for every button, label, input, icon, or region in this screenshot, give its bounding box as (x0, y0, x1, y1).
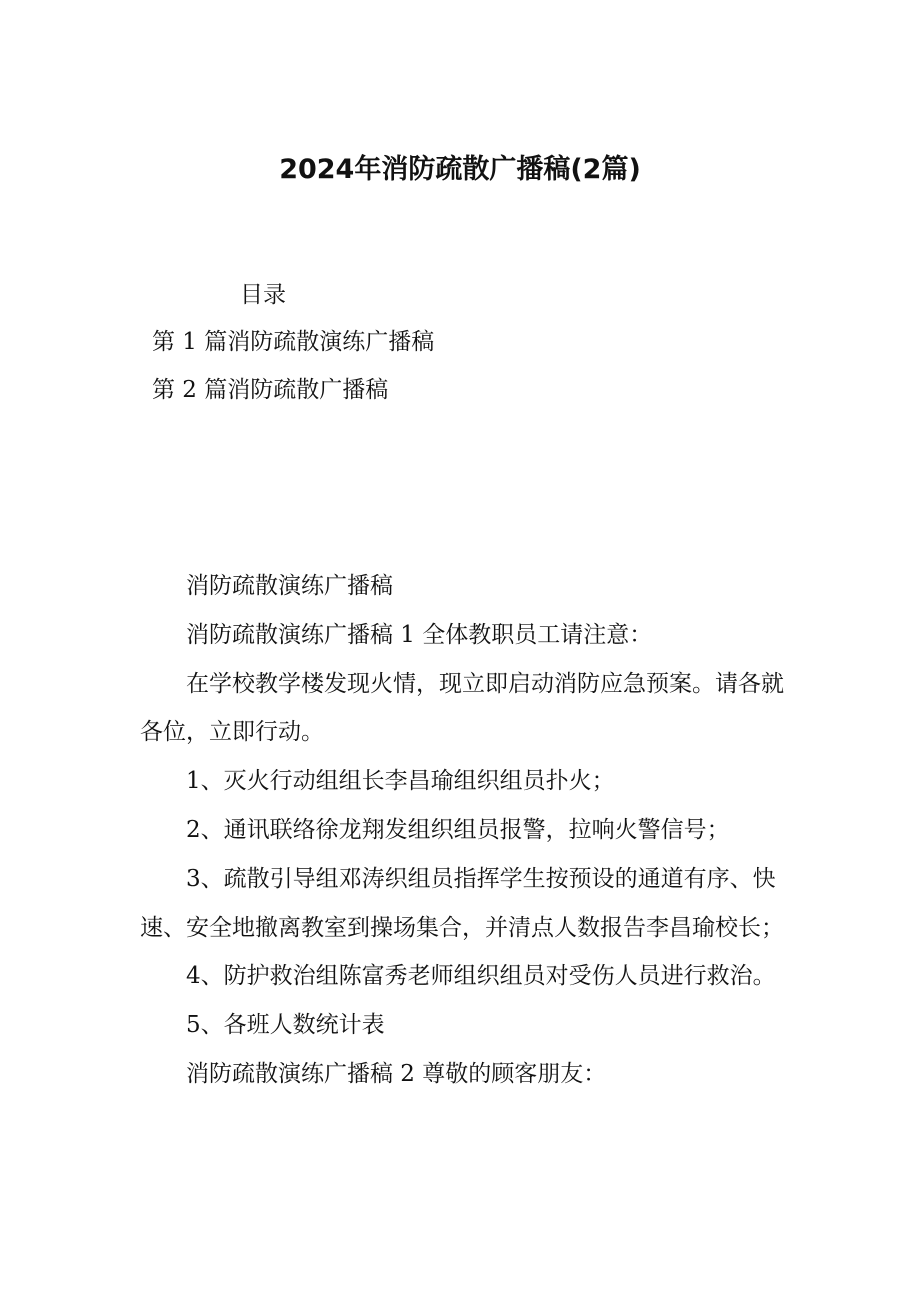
document-body (140, 562, 795, 1099)
toc-item-1: 第 1 篇消防疏散演练广播稿 (152, 329, 435, 355)
list-item: 4、防护救治组陈富秀老师组织组员对受伤人员进行救治。 (186, 963, 776, 990)
list-item: 3、疏散引导组邓涛织组员指挥学生按预设的通道有序、快速、安全地撤离教室到操场集合，并清点人数报告李昌瑜校长； (140, 865, 784, 941)
list-item: 2、通讯联络徐龙翔发组织组员报警，拉响火警信号； (186, 816, 730, 843)
paragraph: 消防疏散演练广播稿 2 尊敬的顾客朋友： (186, 1060, 607, 1087)
list-item: 1、灭火行动组组长李昌瑜组织组员扑火； (186, 768, 615, 795)
paragraph: 消防疏散演练广播稿 1 全体教职员工请注意： (186, 621, 653, 648)
toc-heading: 目录 (240, 282, 286, 308)
list-item: 5、各班人数统计表 (186, 1012, 385, 1039)
toc-item-2: 第 2 篇消防疏散广播稿 (152, 377, 389, 403)
paragraph: 在学校教学楼发现火情，现立即启动消防应急预案。请各就各位，立即行动。 (140, 670, 784, 746)
section-heading: 消防疏散演练广播稿 (186, 573, 393, 599)
document-title: 2024年消防疏散广播稿(2篇) (279, 154, 641, 185)
